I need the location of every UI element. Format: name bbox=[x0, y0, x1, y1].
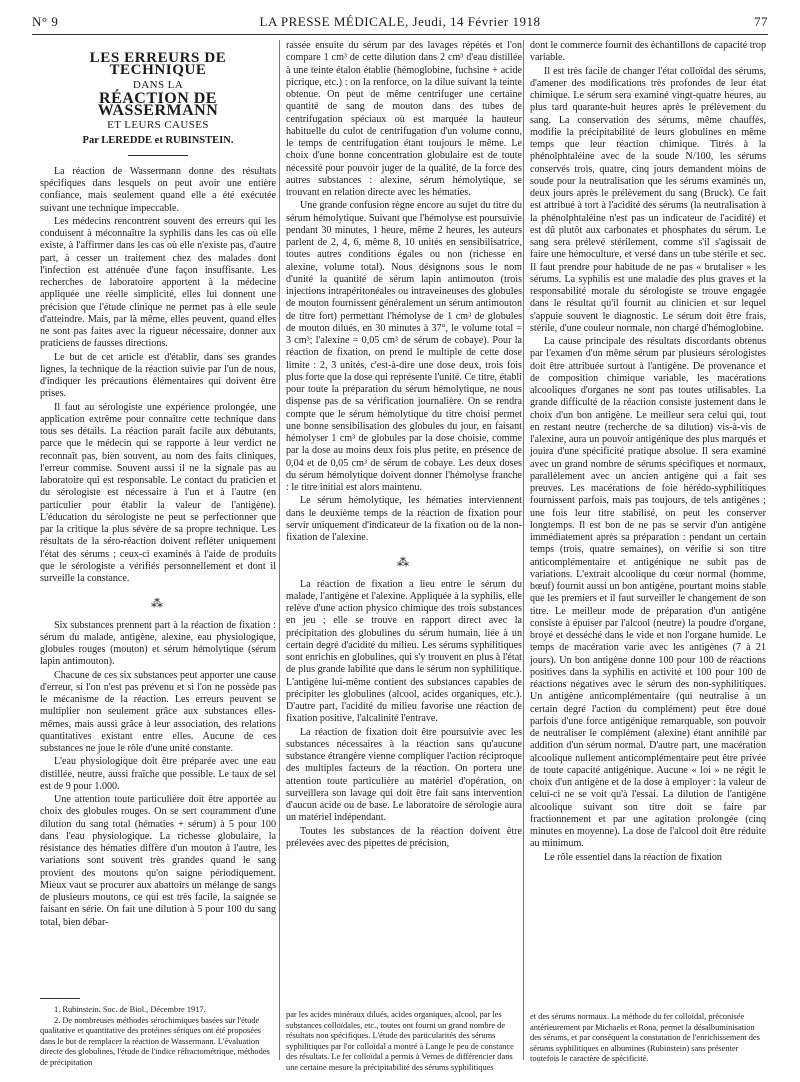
footnote: par les acides minéraux dilués, acides organiques, alcool, par les substances colloïdales, etc., toutes ont fourni un grand nombre de résultats non spécifiques. L'étude des particularités des sérums syphilitiques par l'or colloïdal a montré à Lange le peu de constance des résultats. Le fer colloïdal a permis à Vernes de différencier dans une certaine mesure la précipitabilité des sérums syphilitiques bbox=[286, 1010, 514, 1072]
paragraph: Le rôle essentiel dans la réaction de fixation bbox=[544, 851, 722, 863]
paragraph: Les médecins rencontrent souvent des erreurs qui les conduisent à méconnaître la syphilis dans les cas où elle existe, à l'affirmer dans les cas où elle n'existe pas, d'autre part, à cesser un traitement chez des malades dont l'infection est atténuée d'une façon insuffisante. Les recherches de laboratoire apportent à la médecine appliquée une réelle simplicité, elles lui donnent une précision que l'étude clinique ne permet pas à elle seule d'atteindre. Mais, par là même, elles peuvent, quand elles ne sont pas faites avec la rigueur nécessaire, donner aux praticiens de fausses directions. bbox=[40, 215, 276, 350]
paragraph: L'eau physiologique doit être préparée avec une eau distillée, neutre, aussi fraîche que possible. Le taux de sel est de 9 pour 1.000. bbox=[40, 756, 276, 792]
paragraph: Le sérum hémolytique, les hématies interviennent dans le deuxième temps de la réaction de fixation pour servir uniquement d'indicateur de la fixation ou de la non-fixation de l'alexine. bbox=[286, 495, 522, 543]
title-line-1: LES ERREURS DE TECHNIQUE bbox=[89, 50, 227, 79]
footnotes-column-2 bbox=[286, 1010, 522, 1074]
paragraph: Le but de cet article est d'établir, dans ses grandes lignes, la technique de la réaction suivie par l'un de nous, d'indiquer les précautions élémentaires qui doivent être prises. bbox=[40, 351, 276, 400]
page-number: 77 bbox=[754, 14, 768, 29]
paragraph: Il faut au sérologiste une expérience prolongée, une application extrême pour connaître cette technique dans tous ses détails. La réaction paraît facile aux débutants, parce que le médecin qui se rapporte à leur verdict ne reconnaît pas, bien souvent, au nom des faits cliniques, l'erreur commise. Souvent aussi il ne la signale pas au laboratoire qui est responsable. Le contact du praticien et du sérologiste est nécessaire à l'un et à l'autre (en particulier pour établir la valeur de l'antigène). L'éducation du sérologiste ne peut se perfectionner que par la critique la plus sévère de sa propre technique. Les résultats de la séro-réaction doivent refléter uniquement l'état des sérums ; ceux-ci examinés à l'aide de produits que le sérologiste a vérifiés personnellement et dont il surveille la constance. bbox=[40, 401, 276, 584]
paragraph: Toutes les substances de la réaction doivent être prélevées avec des pipettes de précision, bbox=[286, 825, 522, 849]
column-divider-1 bbox=[279, 40, 280, 1060]
running-header bbox=[32, 10, 768, 32]
paragraph: La réaction de fixation doit être poursuivie avec les substances nécessaires à la réaction sans qu'aucune substance étrangère vienne compliquer l'action réciproque des multiples facteurs de la réaction. On portera une attention toute particulière au matériel d'opération, on surveillera son lavage qui doit être fait sans intervention d'aucun acide ou de base. Le laboratoire de sérologie aura un matériel indépendant. bbox=[286, 726, 522, 824]
paragraph: La réaction de fixation a lieu entre le sérum du malade, l'antigène et l'alexine. Appliquée à la syphilis, elle relève d'une action physico chimique des trois substances en jeu ; elle se trouve en rapport direct avec la précipitation des globulines du sérum humain, liée à un certain degré d'acidité du milieu. Les sérums syphilitiques sont enrichis en globulines, qui s'y trouvent en plus à l'état de plus grande labilité que dans le sérum non syphilitique. L'antigène lui-même contient des substances capables de précipiter les globulines (alcool, acides organiques, etc.). D'autre part, l'acidité du milieu favorise une réaction de fixation positive, l'alcalinité l'entrave. bbox=[286, 578, 522, 725]
section-separator: ⁂ bbox=[151, 596, 165, 611]
paragraph: dont le commerce fournit des échantillons de capacité trop variable. bbox=[530, 40, 766, 64]
journal-title: LA PRESSE MÉDICALE, Jeudi, 14 Février 1918 bbox=[259, 14, 541, 29]
footnote: 2. De nombreuses méthodes sérochimiques basées sur l'étude qualitative et quantitative des protéines sériques ont été proposées dans le but de remplacer la réaction de Wassermann. L'évaluation directe des globulines, l'étude de l'indice réfractométrique, méthodes de précipitation bbox=[40, 1015, 270, 1067]
column-divider-2 bbox=[523, 40, 524, 1060]
column-2 bbox=[286, 40, 522, 850]
footnote: et des sérums normaux. La méthode du fer colloïdal, préconisée antérieurement par Michaelis et Rona, permet la désalbuminisation des sérums, et par conséquent la constatation de l'enrichissement des sérums syphilitiques en albumines (Rubinstein) sans présenter toutefois le caractère de spécificité. bbox=[530, 1012, 760, 1064]
title-rule bbox=[128, 155, 188, 156]
footnote-rule bbox=[40, 998, 80, 999]
article-title-block bbox=[40, 52, 276, 156]
section-separator: ⁂ bbox=[397, 555, 411, 570]
column-1 bbox=[40, 40, 276, 929]
issue-number: N° 9 bbox=[32, 14, 59, 29]
paragraph: Une attention toute particulière doit être apportée au choix des globules rouges. On se sert couramment d'une dilution du sang total (hématies + sérum) à 5 pour 100 dans l'eau physiologique. La richesse globulaire, la résistance des hématies diffère d'un mouton à l'autre, les variations sont souvent très grandes quand le sang provient des moutons qu'on saigne périodiquement. Mieux vaut se procurer aux abattoirs un mélange de sangs de plusieurs moutons, ce qui est très facile, la saignée se faisant en série. On fait une dilution à 5 pour 100 du sang total, bien débar- bbox=[40, 794, 276, 928]
column-3 bbox=[530, 40, 766, 864]
paragraph: Six substances prennent part à la réaction de fixation : sérum du malade, antigène, alexine, eau physiologique, globules rouges (mouton) et sérum hémolytique (sérum lapin antimouton). bbox=[40, 619, 276, 668]
paragraph: La cause principale des résultats discordants obtenus par l'examen d'un même sérum par plusieurs sérologistes doit être attribuée surtout à l'antigène. De provenance et de composition chimique variable, les macérations alcooliques d'organes ne sont pas toutes utilisables. La grande difficulté de la réaction consiste justement dans le choix d'un bon antigène. Le meilleur sera celui qui, tout en restant neutre (recherche de sa dilution) vis-à-vis de l'alexine, aura un pouvoir antigénique des plus marqués et jouira d'une spécificité pratique absolue. Il sera examiné avec un grand nombre de sérums spécifiques et normaux, parallèlement avec un ancien antigène qui a fait ses preuves. Les macérations de foie hérédo-syphilitiques fournissent parfois, mais pas toujours, de tels antigènes ; une fois leur titre stabilisé, on peut les conserver longtemps. Il est bon de ne pas se servir d'un antigène immédiatement après sa préparation : pendant un certain temps (trois, quatre semaines), on vérifie si son titre anticomplémentaire et antigénique ne subit pas de variations. L'extrait alcoolique du cœur normal (homme, bœuf) fournit aussi un bon antigène, pourtant moins stable que les premiers et il faut surveiller le changement de son titre. Le meilleur mode de préparation d'un antigène consiste à épuiser par l'alcool (neutre) la poudre d'organe, broyé et desséché dans le vide et non l'organe humide. Le temps de macération varie avec les antigènes (7 à 21 jours). Un bon antigène donne 100 pour 100 de réactions positives dans la syphilis en activité et 100 pour 100 de réactions négatives avec le sérum des non-syphilitiques. Un antigène anticomplémentaire (qui neutralise à un certain degré l'action du complément) peut être doué parfois d'une force antigénique remarquable, son pouvoir de neutraliser le complément (alexine) étant annihilé par addition d'un sérum normal. D'autre part, une macération alcoolique nullement anticomplémentaire peut être privée de toute capacité antigénique. Aucune « loi » ne régit le choix d'un antigène et de la dose à employer : la valeur de celui-ci ne se voit qu'à l'essai. La dilution de l'antigène alcoolique suivant son titre doit se faire par fractionnement et par une agitation prolongée (cinq minutes en moyenne). La dose de l'alcool doit être réduite au minimum. bbox=[530, 336, 766, 850]
paragraph: rassée ensuite du sérum par des lavages répétés et l'on compare 1 cm³ de cette dilution dans 2 cm³ d'eau distillée à une teinte étalon établie (hémoglobine, fuchsine + acide picrique, etc.) : on la renforce, on la dilue suivant la teinte obtenue. On peut de même centrifuger une certaine quantité de sang de mouton dans des tubes de centrifugation spéciaux où est marquée la hauteur habituelle du culot de centrifugation d'un volume connu, le temps de centrifugation étant toujours le même. Le choix d'une bonne concentration globulaire est de toute nécessité pour pouvoir juger de la qualité, de la force des autres substances : alexine, sérum hémolytique, se trouvant en relation directe avec les hématies. bbox=[286, 40, 522, 198]
paragraph: Chacune de ces six substances peut apporter une cause d'erreur, si l'on n'est pas prévenu et si l'on ne possède pas le mécanisme de la réaction. Les erreurs peuvent se multiplier non seulement grâce aux substances elles-mêmes, mais aussi grâce à leur association, des relations quantitatives existant entre elles. Aucune de ces substances ne joue le rôle d'une unité constante. bbox=[40, 669, 276, 754]
article-authors: Par LEREDDE et RUBINSTEIN. bbox=[82, 134, 234, 146]
footnote: 1. Rubinstein. Soc. de Biol., Décembre 1917. bbox=[54, 1005, 206, 1014]
paragraph: Une grande confusion règne encore au sujet du titre du sérum hémolytique. Suivant que l'hémolyse est poursuivie pendant 30 minutes, 1 heure, même 2 heures, les auteurs parlent de 2, 4, 6, même 8, 10 unités en sensibilisatrice, toutes autres conditions égales ou non (richesse en alexine, volume total). Nous désignons sous le nom d'unité la quantité de sérum lapin antimouton (trois injections intrapéritonéales ou intraveineuses des globules de mouton fournissent généralement un sérum antimouton de titre fort) permettant l'hémolyse de 1 cm³ de globules de mouton dilués, en 30 minutes à 37°, le volume total = 3 cm³; l'alexine = 0,05 cm³ de sérum de cobaye). Pour la réaction de fixation, on prend le multiple de cette dose limite : 2, 3 unités, c'est-à-dire une dose deux, trois fois plus forte que la dose qui représente l'unité. Ce titre, établi pour toute la préparation du sérum hémolytique, ne nous dispense pas de sa vérification journalière. On se rendra compte que le sérum hémolytique du titre choisi permet une bonne sensibilisation des globules du jour, en faisant hémolyser 1 cm³ de globules par la dose choisie, comme par la dose au moins deux fois plus petite, en présence de 0,04 et de 0,05 cm³ de sérum de cobaye. Les deux doses du sérum hémolytique doivent donner l'hémolyse franche : le titre initial est alors maintenu. bbox=[286, 200, 522, 493]
title-line-4: ET LEURS CAUSES bbox=[107, 119, 209, 132]
title-line-2: DANS LA bbox=[132, 78, 184, 91]
footnotes-column-3 bbox=[530, 1012, 766, 1065]
footnotes-column-1 bbox=[40, 990, 276, 1069]
paragraph: La réaction de Wassermann donne des résultats spécifiques dans lesquels on peut avoir une entière confiance, mais seulement quand elle a été exécutée suivant une technique impeccable. bbox=[40, 165, 276, 214]
paragraph: Il est très facile de changer l'état colloïdal des sérums, d'amener des modifications très profondes de leur état chimique. Le sérum sera examiné vingt-quatre heures, au plus tard quarante-huit heures après le prélèvement du sang. La conservation des sérums, même chauffés, modifie la précipitabilité de leurs globulines en même temps que leur réaction chimique. Titrés à la phénolphtaléine avec de la soude N/100, les sérums conservés trois, quatre, cinq jours demandent moins de soude pour la neutralisation que les sérums examinés un, deux jours après le prélèvement du sang (Bruck). Ce fait est attribué à tort à l'acidité des sérums (la neutralisation à la phénolphtaléine n'est pas un indicateur de l'acidité) et est dû plutôt aux carbonates et phosphates du sérum. Le sang sera prélevé stérilement, comme s'il s'agissait de faire une hémoculture, et versé dans un tube stérile et sec. Il faut prendre pour habitude de ne pas « brutaliser » les sérums. La syphilis est une maladie des plus graves et la responsabilité morale du sérologiste se trouve engagée dans le résultat qu'il fournit au clinicien et sur lequel s'appuie souvent le diagnostic. Le sérum doit être frais, stérile, d'une couleur normale, non chargé d'hémoglobine. bbox=[530, 65, 766, 334]
title-line-3: RÉACTION DE WASSERMANN bbox=[97, 89, 219, 119]
header-rule bbox=[32, 34, 768, 35]
